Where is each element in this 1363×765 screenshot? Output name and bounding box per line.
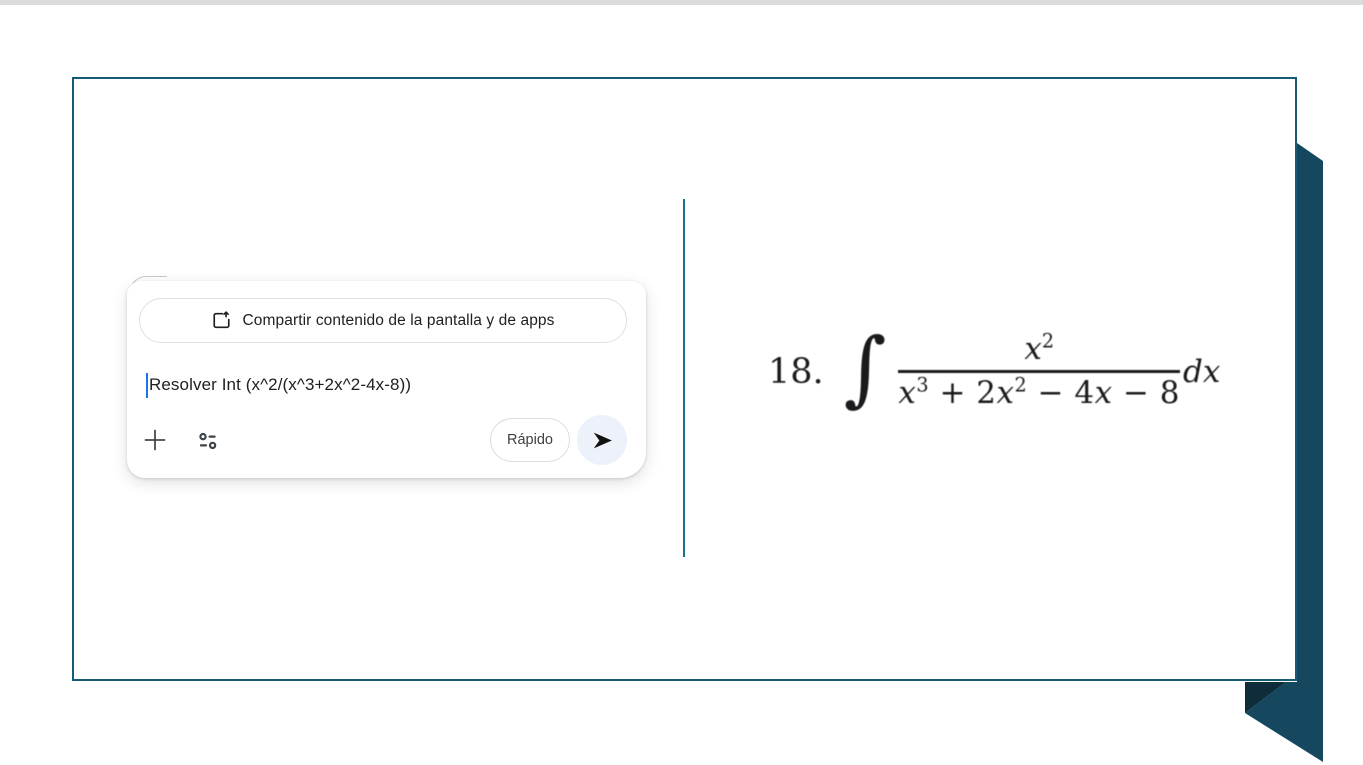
ribbon-tail [1245, 682, 1323, 762]
tools-button[interactable] [195, 428, 221, 454]
text-cursor [146, 373, 148, 398]
problem-number: 18. [768, 352, 824, 392]
window-top-strip [0, 0, 1363, 5]
fraction [898, 332, 1180, 411]
fraction-denominator: $x^3 + 2x^2 - 4x - 8$ [898, 373, 1181, 411]
vertical-divider [683, 199, 685, 557]
gemini-input-card [127, 281, 646, 478]
send-button[interactable] [577, 415, 627, 465]
model-selector-label: Rápido [507, 432, 553, 448]
screen-share-icon [211, 310, 232, 331]
ribbon-column [1297, 143, 1323, 682]
prompt-input[interactable] [146, 371, 411, 399]
send-icon [590, 428, 615, 453]
prompt-text: Resolver Int (x^2/(x^3+2x^2-4x-8)) [149, 375, 412, 394]
fraction-numerator: $x^2$ [1024, 330, 1055, 368]
tune-icon [196, 429, 220, 453]
ribbon-fold [1245, 682, 1286, 713]
share-screen-label: Compartir contenido de la pantalla y de apps [242, 311, 555, 329]
add-button[interactable] [141, 426, 169, 454]
plus-icon [142, 427, 168, 453]
integral-problem: 18. ∫ $\frac{x^2}{x^3 + 2x^2 - 4x - 8}$ dx [768, 321, 1221, 416]
differential: dx [1183, 354, 1221, 390]
model-selector-button[interactable] [490, 418, 570, 462]
fraction-bar [898, 370, 1180, 373]
share-screen-button[interactable] [139, 298, 627, 343]
